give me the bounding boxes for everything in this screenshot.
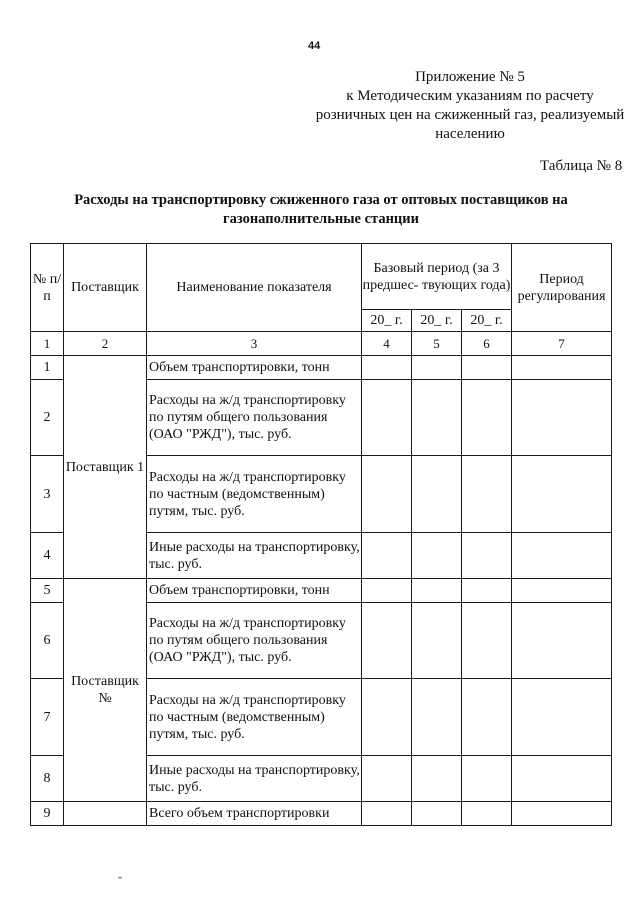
column-number: 3 <box>147 332 362 356</box>
value-cell <box>362 802 412 826</box>
indicator-name: Иные расходы на транспортировку, тыс. руб. <box>147 533 362 579</box>
column-number: 1 <box>31 332 64 356</box>
document-title: Расходы на транспортировку сжиженного газа от оптовых поставщиков на газонаполнительные станции <box>74 192 568 227</box>
indicator-name: Расходы на ж/д транспортировку по частным (ведомственным) путям, тыс. руб. <box>147 679 362 756</box>
value-cell <box>462 533 512 579</box>
indicator-name: Объем транспортировки, тонн <box>147 579 362 603</box>
column-number: 5 <box>412 332 462 356</box>
value-cell <box>512 756 612 802</box>
value-cell <box>462 456 512 533</box>
value-cell <box>412 802 462 826</box>
value-cell <box>362 679 412 756</box>
appendix-line: к Методическим указаниям по расчету <box>346 88 594 104</box>
costs-table <box>30 243 612 826</box>
row-number: 5 <box>31 579 64 603</box>
header-regulation-period: Период регулирования <box>512 244 612 332</box>
table-row <box>31 802 612 826</box>
value-cell <box>412 356 462 380</box>
value-cell <box>512 456 612 533</box>
row-number: 7 <box>31 679 64 756</box>
table-row <box>31 579 612 603</box>
row-number: 1 <box>31 356 64 380</box>
row-number: 6 <box>31 603 64 679</box>
indicator-name: Всего объем транспортировки <box>147 802 362 826</box>
scan-mark: ˇ <box>118 874 122 888</box>
value-cell <box>412 533 462 579</box>
header-year: 20_ г. <box>362 310 412 332</box>
header-indicator: Наименование показателя <box>147 244 362 332</box>
value-cell <box>412 380 462 456</box>
value-cell <box>462 579 512 603</box>
value-cell <box>412 579 462 603</box>
header-num: № п/п <box>31 244 64 332</box>
value-cell <box>362 756 412 802</box>
header-base-period: Базовый период (за 3 предшес- твующих года) <box>362 244 512 310</box>
value-cell <box>512 603 612 679</box>
row-number: 3 <box>31 456 64 533</box>
column-number: 2 <box>64 332 147 356</box>
value-cell <box>362 533 412 579</box>
supplier-cell <box>64 802 147 826</box>
value-cell <box>362 456 412 533</box>
row-number: 4 <box>31 533 64 579</box>
appendix-line: розничных цен на сжиженный газ, реализуемый <box>315 107 625 123</box>
value-cell <box>512 380 612 456</box>
value-cell <box>462 356 512 380</box>
appendix-line: Приложение № 5 <box>415 69 525 85</box>
value-cell <box>362 579 412 603</box>
row-number: 8 <box>31 756 64 802</box>
value-cell <box>512 579 612 603</box>
appendix-line: населению <box>435 126 505 142</box>
supplier-cell: Поставщик 1 <box>64 356 147 579</box>
value-cell <box>412 679 462 756</box>
row-number: 9 <box>31 802 64 826</box>
value-cell <box>362 603 412 679</box>
column-number: 6 <box>462 332 512 356</box>
table-number: Таблица № 8 <box>540 158 623 174</box>
column-number: 4 <box>362 332 412 356</box>
row-number: 2 <box>31 380 64 456</box>
value-cell <box>362 356 412 380</box>
column-number: 7 <box>512 332 612 356</box>
value-cell <box>512 802 612 826</box>
header-year: 20_ г. <box>462 310 512 332</box>
value-cell <box>512 356 612 380</box>
indicator-name: Расходы на ж/д транспортировку по частным (ведомственным) путям, тыс. руб. <box>147 456 362 533</box>
header-supplier: Поставщик <box>64 244 147 332</box>
value-cell <box>412 756 462 802</box>
value-cell <box>412 456 462 533</box>
table-row <box>31 356 612 380</box>
value-cell <box>512 533 612 579</box>
value-cell <box>462 802 512 826</box>
indicator-name: Расходы на ж/д транспортировку по путям общего пользования (ОАО "РЖД"), тыс. руб. <box>147 603 362 679</box>
value-cell <box>462 756 512 802</box>
supplier-cell: Поставщик № <box>64 579 147 802</box>
indicator-name: Объем транспортировки, тонн <box>147 356 362 380</box>
value-cell <box>412 603 462 679</box>
value-cell <box>362 380 412 456</box>
header-year: 20_ г. <box>412 310 462 332</box>
page-number: 44 <box>308 40 321 52</box>
value-cell <box>462 679 512 756</box>
value-cell <box>512 679 612 756</box>
value-cell <box>462 603 512 679</box>
indicator-name: Иные расходы на транспортировку, тыс. руб. <box>147 756 362 802</box>
value-cell <box>462 380 512 456</box>
indicator-name: Расходы на ж/д транспортировку по путям общего пользования (ОАО "РЖД"), тыс. руб. <box>147 380 362 456</box>
appendix-header <box>300 68 640 144</box>
